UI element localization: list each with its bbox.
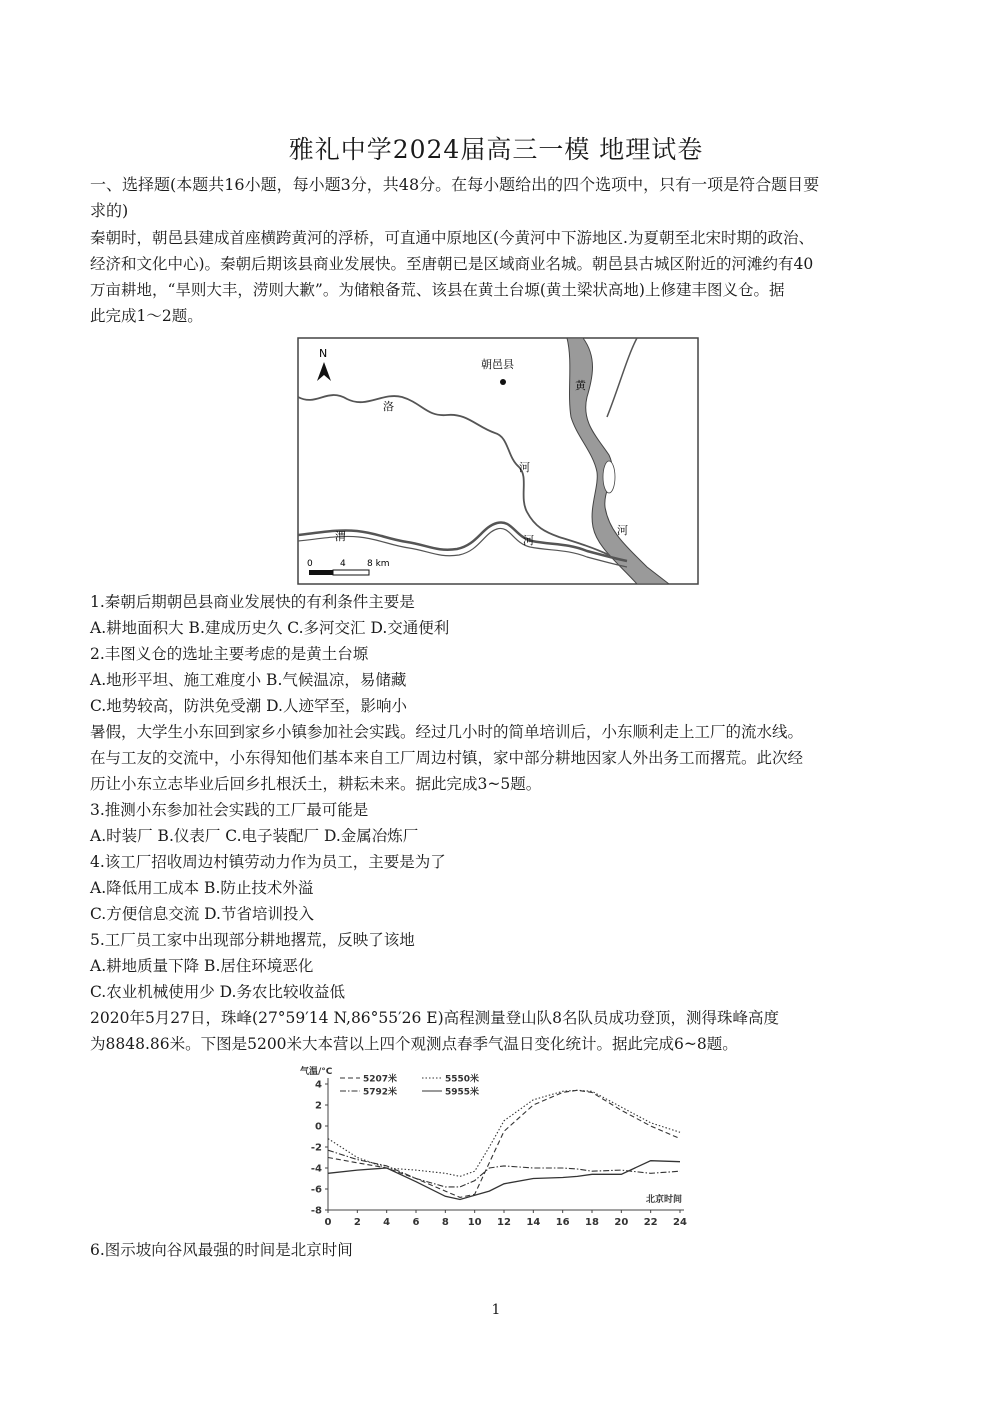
x-tick-label: 6 [412,1217,420,1228]
y-axis-title: 气温/°C [300,1067,333,1077]
page-number: 1 [491,1302,501,1318]
luo-label-2: 河 [519,461,530,474]
y-tick-label: 4 [315,1079,322,1091]
x-axis-title: 北京时间 [646,1195,683,1205]
huang-label-1: 黄 [575,379,586,392]
passage1-line-1: 秦朝时，朝邑县建成首座横跨黄河的浮桥，可直通中原地区(今黄河中下游地区.为夏朝至北宋时期的政治、 [90,229,814,247]
x-tick-label: 10 [467,1217,482,1228]
section-header-line-2: 求的) [90,201,129,220]
wei-label-1: 渭 [335,530,346,543]
x-tick-label: 4 [383,1217,391,1228]
x-tick-label: 16 [555,1217,570,1228]
passage3-line-1: 2020年5月27日，珠峰(27°59′14 N,86°55′26 E)高程测量登山队8名队员成功登顶，测得珠峰高度 [90,1009,780,1027]
question-2-options-1: A.地形平坦、施工难度小 B.气候温凉，易储藏 [90,671,407,689]
y-tick-label: 0 [315,1121,322,1133]
river-map [297,337,699,585]
y-tick-label: -4 [310,1163,322,1175]
question-5-options-1: A.耕地质量下降 B.居住环境恶化 [90,957,314,975]
question-6: 6.图示坡向谷风最强的时间是北京时间 [90,1241,353,1259]
x-tick-label: 0 [324,1217,332,1228]
legend-label: 5955米 [445,1087,480,1098]
passage3-line-2: 为8848.86米。下图是5200米大本营以上四个观测点春季气温日变化统计。据此完成6~8题。 [90,1035,738,1053]
passage1-line-4: 此完成1～2题。 [90,307,203,325]
y-tick-label: -8 [310,1205,322,1217]
y-tick-label: 2 [315,1100,322,1112]
x-tick-label: 20 [614,1217,629,1228]
question-1-options: A.耕地面积大 B.建成历史久 C.多河交汇 D.交通便利 [90,619,450,637]
scale-bar-light [333,570,369,575]
y-tick-label: -6 [310,1184,322,1196]
x-tick-label: 12 [497,1217,511,1228]
passage2-line-2: 在与工友的交流中，小东得知他们基本来自工厂周边村镇，家中部分耕地因家人外出务工而撂荒。此次经 [90,749,804,767]
wei-label-2: 河 [523,534,534,547]
scale-4: 4 [340,559,346,569]
question-2-options-2: C.地势较高，防洪免受潮 D.人迹罕至，影响小 [90,697,407,715]
x-tick-label: 2 [353,1217,361,1228]
series-line-5207米 [328,1090,680,1197]
passage2-line-1: 暑假，大学生小东回到家乡小镇参加社会实践。经过几小时的简单培训后，小东顺利走上工厂的流水线。 [90,723,804,741]
question-1: 1.秦朝后期朝邑县商业发展快的有利条件主要是 [90,593,415,611]
x-tick-label: 8 [441,1217,449,1228]
y-tick-label: -2 [310,1142,322,1154]
scale-8: 8 km [367,559,390,569]
county-marker [500,379,506,385]
passage1-line-3: 万亩耕地，“旱则大丰，涝则大歉”。为储粮备荒、该县在黄土台塬(黄土梁状高地)上修建丰图义仓。据 [90,281,785,299]
question-4-options-1: A.降低用工成本 B.防止技术外溢 [90,879,314,897]
legend-label: 5792米 [363,1087,398,1098]
x-tick-label: 18 [585,1217,599,1228]
temperature-chart [298,1062,698,1234]
question-5: 5.工厂员工家中出现部分耕地撂荒，反映了该地 [90,931,415,949]
county-label: 朝邑县 [481,358,514,371]
passage2-line-3: 历让小东立志毕业后回乡扎根沃土，耕耘未来。据此完成3~5题。 [90,775,542,793]
series-line-5550米 [328,1090,680,1176]
map-frame [298,338,698,584]
section-header-line-1: 一、选择题(本题共16小题，每小题3分，共48分。在每小题给出的四个选项中，只有一项是符合题目要 [90,175,820,194]
scale-0: 0 [307,559,313,569]
question-3-options: A.时装厂 B.仪表厂 C.电子装配厂 D.金属冶炼厂 [90,827,419,845]
exam-title: 雅礼中学2024届高三一模 地理试卷 [288,135,704,164]
x-tick-label: 24 [673,1217,687,1228]
question-2: 2.丰图义仓的选址主要考虑的是黄土台塬 [90,645,369,663]
luo-label-1: 洛 [383,400,394,413]
series-line-5955米 [328,1161,680,1200]
huang-label-2: 河 [617,524,628,537]
x-tick-label: 22 [643,1217,658,1228]
legend-label: 5550米 [445,1074,480,1085]
scale-bar-dark [309,570,333,575]
x-tick-label: 14 [526,1217,541,1228]
question-5-options-2: C.农业机械使用少 D.务农比较收益低 [90,983,345,1001]
legend-label: 5207米 [363,1074,398,1085]
north-label: N [319,347,328,360]
question-3: 3.推测小东参加社会实践的工厂最可能是 [90,801,369,819]
river-island [603,461,615,493]
passage1-line-2: 经济和文化中心)。秦朝后期该县商业发展快。至唐朝已是区域商业名城。朝邑县古城区附近的河滩约有40 [90,255,814,273]
question-4: 4.该工厂招收周边村镇劳动力作为员工，主要是为了 [90,853,446,871]
question-4-options-2: C.方便信息交流 D.节省培训投入 [90,905,314,923]
